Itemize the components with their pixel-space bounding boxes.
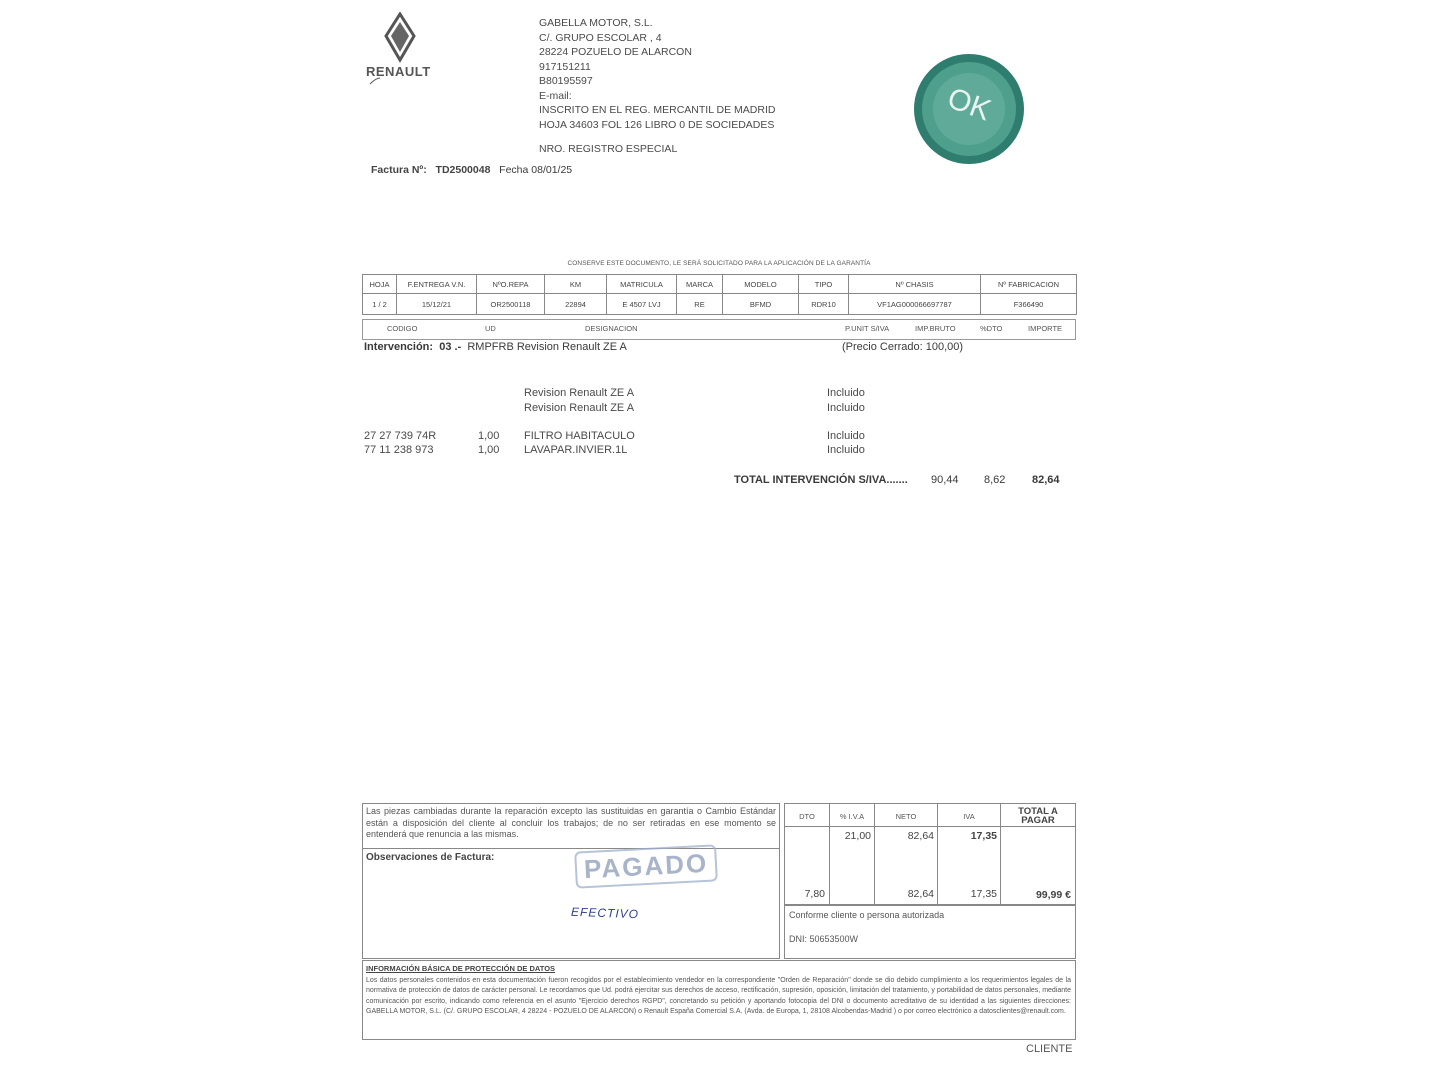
company-registry-2: HOJA 34603 FOL 126 LIBRO 0 DE SOCIEDADES	[539, 118, 775, 131]
totals-discount: 7,80	[804, 888, 825, 900]
closed-price: (Precio Cerrado: 100,00)	[842, 341, 964, 353]
observations-label: Observaciones de Factura:	[366, 852, 495, 863]
vehicle-table-row	[363, 294, 1077, 315]
company-email: E-mail:	[539, 89, 572, 102]
renault-diamond-icon	[362, 12, 442, 92]
vehicle-header-cell: Nº FABRICACION	[981, 275, 1077, 294]
invoice-line	[371, 164, 572, 176]
intervention-total-net: 82,64	[1032, 474, 1060, 486]
privacy-box	[362, 960, 1076, 1040]
divider	[785, 826, 1075, 827]
totals-col-vat-rate	[830, 804, 875, 904]
totals-vat-rate: 21,00	[844, 830, 871, 842]
col-ud: UD	[485, 324, 496, 333]
intervention-total	[734, 474, 1060, 486]
handwritten-payment-method: EFECTIVO	[570, 904, 640, 922]
invoice-label: Factura Nº:	[371, 164, 427, 176]
vehicle-value-cell: VF1AG000066697787	[849, 294, 981, 315]
totals-col-total	[1001, 804, 1075, 904]
item-code: 27 27 739 74R	[364, 430, 437, 442]
copy-label: CLIENTE	[1026, 1043, 1073, 1055]
item-code: 77 11 238 973	[364, 444, 434, 456]
intervention-number: 03 .-	[439, 341, 462, 353]
ok-stamp	[912, 52, 1026, 166]
company-name: GABELLA MOTOR, S.L.	[539, 17, 653, 29]
paid-stamp: PAGADO	[574, 844, 718, 888]
item-description: LAVAPAR.INVIER.1L	[524, 444, 628, 456]
vehicle-value-cell: 1 / 2	[363, 294, 397, 315]
intervention-label: Intervención:	[364, 341, 434, 353]
item-status: Incluido	[827, 444, 865, 456]
vehicle-value-cell: 15/12/21	[397, 294, 477, 315]
totals-vat-1: 17,35	[970, 830, 997, 842]
company-special-registry: NRO. REGISTRO ESPECIAL	[539, 143, 678, 155]
item-status: Incluido	[827, 430, 865, 442]
intervention-total-label: TOTAL INTERVENCIÓN S/IVA.......	[734, 474, 908, 486]
intervention-total-gross: 90,44	[931, 474, 959, 486]
totals-header: % I.V.A	[839, 812, 865, 821]
customer-dni: DNI: 50653500W	[789, 934, 859, 944]
item-status: Incluido	[827, 387, 865, 399]
item-status: Incluido	[827, 402, 865, 414]
totals-header: IVA	[963, 812, 975, 821]
observations-box	[362, 803, 780, 959]
signature-label: Conforme cliente o persona autorizada	[789, 910, 945, 920]
invoice-date: Fecha 08/01/25	[499, 164, 573, 176]
company-street: C/. GRUPO ESCOLAR , 4	[539, 31, 662, 44]
totals-net-2: 82,64	[907, 888, 934, 900]
vehicle-header-cell: MODELO	[723, 275, 799, 294]
totals-vat-2: 17,35	[970, 888, 997, 900]
divider	[363, 848, 779, 849]
vehicle-value-cell: BFMD	[723, 294, 799, 315]
item-qty: 1,00	[478, 444, 500, 456]
totals-col-vat	[938, 804, 1001, 904]
intervention-total-discount: 8,62	[984, 474, 1006, 486]
col-punit: P.UNIT S/IVA	[845, 324, 890, 333]
intervention-line	[364, 341, 627, 353]
col-importe: IMPORTE	[1028, 324, 1063, 333]
vehicle-value-cell: RDR10	[799, 294, 849, 315]
line-items-header	[362, 319, 1076, 340]
col-designacion: DESIGNACION	[585, 324, 638, 333]
totals-col-dto	[785, 804, 830, 904]
vehicle-header-cell: KM	[545, 275, 607, 294]
vehicle-value-cell: RE	[677, 294, 723, 315]
logo-text: RENAULT	[366, 64, 431, 79]
company-tax-id: B80195597	[539, 75, 593, 87]
vehicle-header-cell: NºO.REPA	[477, 275, 545, 294]
vehicle-value-cell: E 4507 LVJ	[607, 294, 677, 315]
item-description: Revision Renault ZE A	[524, 402, 635, 414]
company-registry-1: INSCRITO EN EL REG. MERCANTIL DE MADRID	[539, 104, 776, 116]
vehicle-value-cell: 22894	[545, 294, 607, 315]
vehicle-table-header	[363, 275, 1077, 294]
vehicle-value-cell: F366490	[981, 294, 1077, 315]
vehicle-header-cell: TIPO	[799, 275, 849, 294]
totals-header: DTO	[799, 812, 815, 821]
col-impbruto: IMP.BRUTO	[915, 324, 956, 333]
col-dto: %DTO	[980, 324, 1003, 333]
item-description: FILTRO HABITACULO	[524, 430, 635, 442]
privacy-title: INFORMACIÓN BÁSICA DE PROTECCIÓN DE DATOS	[366, 964, 556, 973]
item-qty: 1,00	[478, 430, 500, 442]
ok-stamp-text: OK	[943, 81, 996, 128]
totals-box	[784, 803, 1076, 905]
item-description: Revision Renault ZE A	[524, 387, 635, 399]
company-phone: 917151211	[539, 60, 591, 73]
company-info	[539, 16, 775, 157]
invoice-number: TD2500048	[435, 164, 491, 176]
vehicle-header-cell: MARCA	[677, 275, 723, 294]
totals-col-net	[875, 804, 938, 904]
customer-signature-box	[784, 905, 1076, 959]
totals-net-1: 82,64	[907, 830, 934, 842]
intervention-description: RMPFRB Revision Renault ZE A	[467, 341, 627, 353]
vehicle-value-cell: OR2500118	[477, 294, 545, 315]
vehicle-header-cell: F.ENTREGA V.N.	[397, 275, 477, 294]
vehicle-header-cell: MATRICULA	[607, 275, 677, 294]
renault-logo	[362, 12, 442, 92]
conserve-note: CONSERVE ESTE DOCUMENTO, LE SERÁ SOLICITADO PARA LA APLICACIÓN DE LA GARANTÍA	[567, 260, 871, 267]
parts-legal-note: Las piezas cambiadas durante la reparación excepto las sustituidas en garantía o Cambio Estándar están a disposición del cliente al concluir los trabajos; de no ser retiradas en ese momento se entenderá que renuncia a las mismas.	[366, 806, 776, 839]
vehicle-header-cell: HOJA	[363, 275, 397, 294]
company-city: 28224 POZUELO DE ALARCON	[539, 46, 692, 58]
totals-header-total: TOTAL A PAGAR	[1018, 806, 1058, 826]
privacy-text: Los datos personales contenidos en esta documentación fueron recogidos por el establecimiento vendedor en la correspondiente "Orden de Reparación" donde se dio debido cumplimiento a los requerimientos legales de la normativa de protección de datos de carácter personal. Le recordamos que Ud. podrá ejercitar sus derechos de acceso, rectificación, supresión, oposición, limitación del tratamiento, y portabilidad de datos personales, mediante comunicación por escrito, indicando como referencia en el asunto "Ejercicio derechos RGPD", concretando su petición y aportando fotocopia del DNI o documento acreditativo de su identidad a las siguientes direcciones: GABELLA MOTOR, S.L. (C/. GRUPO ESCOLAR, 4 28224 - POZUELO DE ALARCON) o Renault España Comercial S.A. (Avda. de Europa, 1, 28108 Alcobendas-Madrid ) o por correo electrónico a datosclientes@renault.com.	[366, 977, 1071, 1016]
vehicle-header-cell: Nº CHASIS	[849, 275, 981, 294]
totals-header: NETO	[895, 812, 917, 821]
vehicle-table	[362, 274, 1077, 315]
col-codigo: CODIGO	[387, 324, 418, 333]
totals-total-due: 99,99 €	[1035, 889, 1071, 901]
